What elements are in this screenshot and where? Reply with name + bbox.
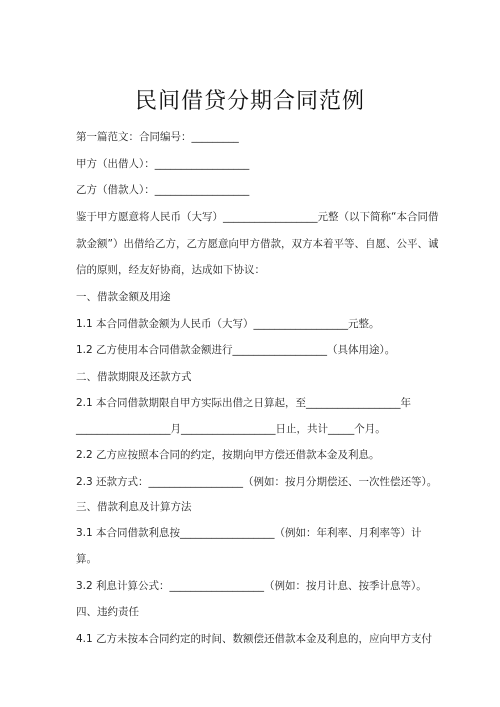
clause-4-1: 4.1 乙方未按本合同约定的时间、数额偿还借款本金及利息的，应向甲方支付 [76,633,433,645]
preamble-line-2: 款金额”）出借给乙方，乙方愿意向甲方借款，双方本着平等、自愿、公平、诚 [76,238,439,250]
clause-2-3: 2.3 还款方式：__________________（例如：按月分期偿还、一次性偿还等）。 [76,476,438,488]
clause-2-1: 2.1 本合同借款期限自甲方实际出借之日算起，至__________________年 [76,397,412,409]
clause-1-2: 1.2 乙方使用本合同借款金额进行__________________（具体用途）。 [76,344,396,356]
preamble-line-3: 信的原则，经友好协商，达成如下协议： [76,264,265,276]
clause-3-1-continued: 算。 [76,553,97,565]
preamble-line-1: 鉴于甲方愿意将人民币（大写）__________________元整（以下简称“本合同借 [76,211,439,223]
clause-3-2: 3.2 利息计算公式：__________________（例如：按月计息、按季计息等）。 [76,580,427,592]
clause-1-1: 1.1 本合同借款金额为人民币（大写）__________________元整。 [76,318,380,330]
contract-number-line: 第一篇范文：合同编号：_________ [76,131,239,143]
document-title: 民间借贷分期合同范例 [134,89,365,114]
clause-2-2: 2.2 乙方应按照本合同的约定，按期向甲方偿还借款本金及利息。 [76,449,380,461]
party-b-line: 乙方（借款人）：__________________ [76,184,250,196]
section-heading-1: 一、借款金额及用途 [76,291,171,303]
section-heading-4: 四、违约责任 [76,606,139,618]
section-heading-2: 二、借款期限及还款方式 [76,371,192,383]
party-a-line: 甲方（出借人）：__________________ [76,158,250,170]
clause-2-1-continued: __________________月__________________日止，共计_____个月。 [76,423,386,435]
clause-3-1: 3.1 本合同借款利息按__________________（例如：年利率、月利率等）计 [76,527,422,539]
section-heading-3: 三、借款利息及计算方法 [76,501,192,513]
